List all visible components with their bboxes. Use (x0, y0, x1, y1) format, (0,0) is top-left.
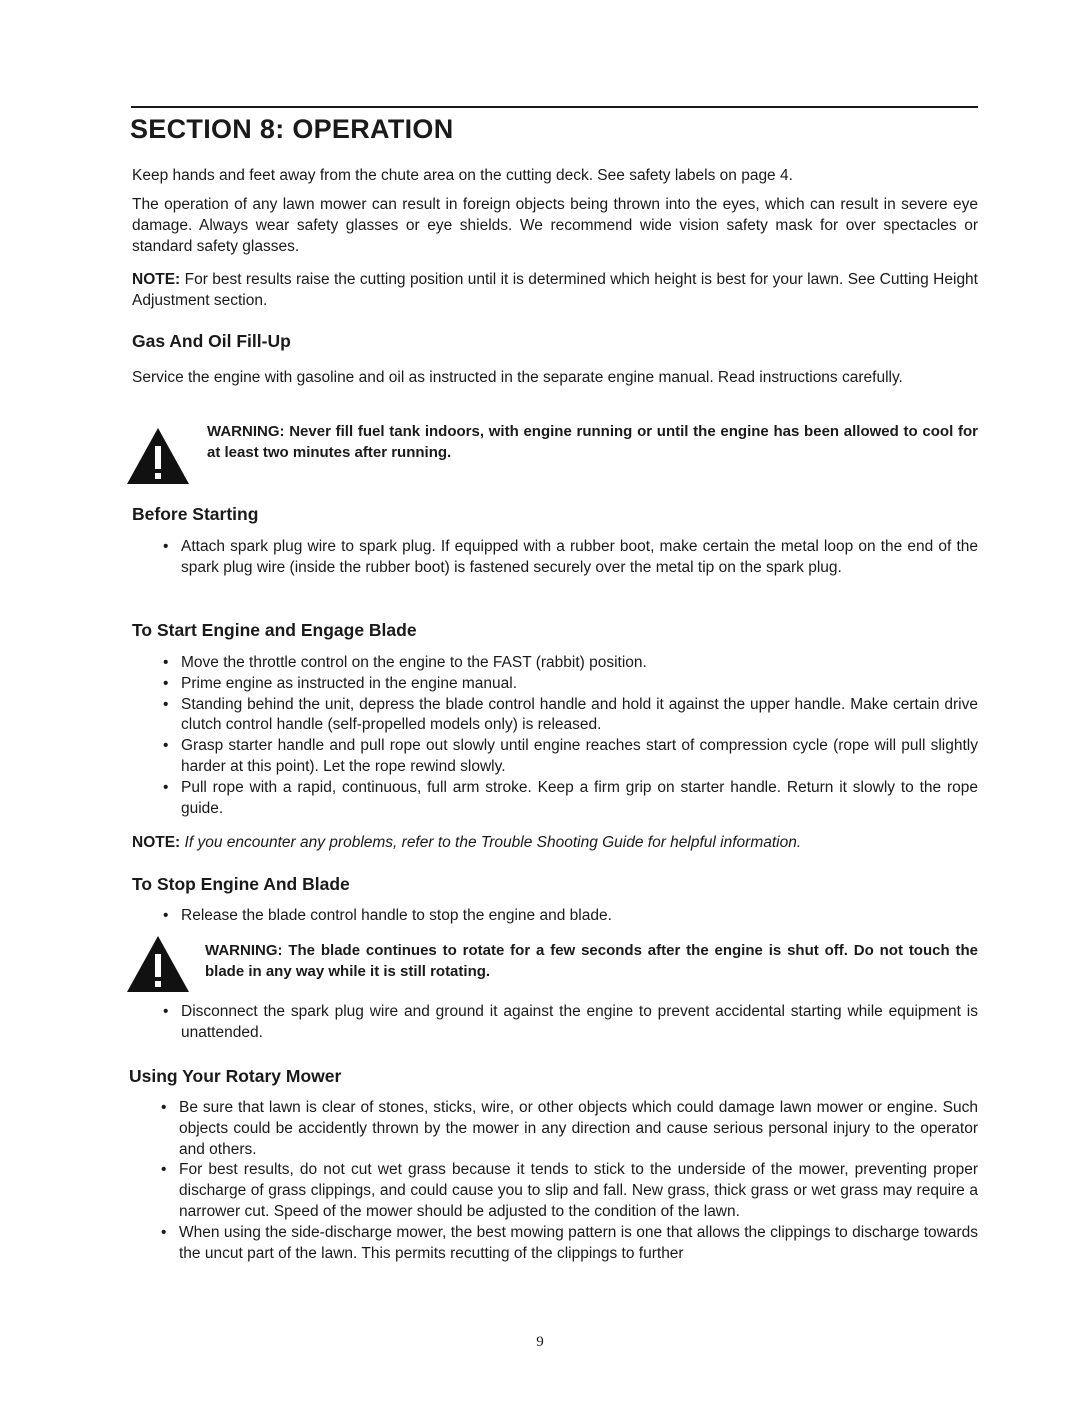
stop-engine-list-2 (163, 1002, 978, 1044)
bullet-dot: • (163, 695, 169, 713)
list-item (163, 736, 978, 778)
list-item-text: Release the blade control handle to stop the engine and blade. (181, 907, 612, 924)
note-label: NOTE: (132, 834, 181, 851)
bullet-dot: • (161, 1161, 167, 1179)
warning-triangle-icon (125, 426, 191, 486)
gas-oil-paragraph: Service the engine with gasoline and oil as instructed in the separate engine manual. Read instructions carefully. (132, 369, 903, 386)
list-item (161, 1098, 978, 1160)
list-item (161, 1223, 978, 1265)
list-item (163, 1002, 978, 1044)
gas-oil-warning: WARNING: Never fill fuel tank indoors, with engine running or until the engine has been allowed to cool for at least two minutes after running. (207, 423, 978, 461)
list-item-text: When using the side-discharge mower, the best mowing pattern is one that allows the clippings to discharge towards the uncut part of the lawn. This permits recutting of the clippings to further (179, 1223, 978, 1262)
bullet-dot: • (161, 1223, 167, 1241)
list-item-text: Pull rope with a rapid, continuous, full arm stroke. Keep a firm grip on starter handle. Return it slowly to the rope guide. (181, 778, 978, 817)
list-item-text: For best results, do not cut wet grass because it tends to stick to the underside of the mower, preventing proper discharge of grass clippings, and could cause you to slip and fall. New grass, thick grass or wet grass may require a narrower cut. Speed of the mower should be adjusted to the condition of the lawn. (179, 1161, 978, 1220)
list-item-text: Be sure that lawn is clear of stones, sticks, wire, or other objects which could damage lawn mower or engine. Such objects could be accidently thrown by the mower in any direction and cause serious personal injury to the operator and others. (179, 1099, 978, 1158)
warning-triangle-icon (125, 934, 191, 994)
heading-stop-engine: To Stop Engine And Blade (132, 874, 350, 894)
list-item (163, 695, 978, 737)
stop-engine-list-1 (163, 906, 978, 927)
list-item (163, 778, 978, 820)
list-item (163, 674, 978, 695)
bullet-dot: • (163, 778, 169, 796)
bullet-dot: • (163, 737, 169, 755)
list-item (163, 537, 978, 579)
list-item-text: Attach spark plug wire to spark plug. If equipped with a rubber boot, make certain the metal loop on the end of the spark plug wire (inside the rubber boot) is fastened securely over the metal tip on the spark plug. (181, 538, 978, 576)
list-item-text: Prime engine as instructed in the engine manual. (181, 674, 518, 692)
start-engine-list (163, 653, 978, 819)
list-item-text: Disconnect the spark plug wire and ground it against the engine to prevent accidental starting while equipment is unattended. (181, 1003, 978, 1041)
bullet-dot: • (163, 538, 169, 555)
intro-paragraph-1: Keep hands and feet away from the chute area on the cutting deck. See safety labels on page 4. (132, 167, 793, 184)
heading-rotary-mower: Using Your Rotary Mower (129, 1066, 342, 1086)
note-text: If you encounter any problems, refer to the Trouble Shooting Guide for helpful information. (184, 834, 802, 851)
before-starting-list (163, 537, 978, 579)
list-item-text: Move the throttle control on the engine to the FAST (rabbit) position. (181, 654, 647, 671)
bullet-dot: • (163, 907, 169, 924)
section-title: SECTION 8: OPERATION (130, 114, 454, 144)
bullet-dot: • (163, 674, 169, 692)
header-rule (131, 106, 978, 108)
start-engine-note (132, 833, 978, 854)
page-number: 9 (536, 1334, 544, 1350)
list-item (161, 1160, 978, 1222)
note-label: NOTE: (132, 271, 181, 288)
list-item-text: Standing behind the unit, depress the blade control handle and hold it against the upper handle. Make certain drive clutch control handle (self-propelled models only) is released. (181, 695, 978, 734)
bullet-dot: • (163, 654, 169, 671)
heading-gas-oil: Gas And Oil Fill-Up (132, 331, 291, 351)
heading-start-engine: To Start Engine and Engage Blade (132, 620, 417, 640)
bullet-dot: • (161, 1099, 167, 1116)
heading-before-starting: Before Starting (132, 504, 259, 524)
intro-paragraph-2: The operation of any lawn mower can result in foreign objects being thrown into the eyes, which can result in severe eye damage. Always wear safety glasses or eye shields. We recommend wide vision safety mask for over spectacles or standard safety glasses. (132, 196, 978, 255)
list-item-text: Grasp starter handle and pull rope out slowly until engine reaches start of compression cycle (rope will pull slightly harder at this point). Let the rope rewind slowly. (181, 737, 978, 775)
list-item (163, 653, 978, 674)
intro-note (132, 270, 978, 312)
rotary-mower-list (161, 1098, 978, 1264)
note-text: For best results raise the cutting position until it is determined which height is best for your lawn. See Cutting Height Adjustment section. (132, 271, 978, 309)
bullet-dot: • (163, 1003, 169, 1020)
stop-engine-warning: WARNING: The blade continues to rotate for a few seconds after the engine is shut off. Do not touch the blade in any way while it is still rotating. (205, 942, 978, 980)
list-item (163, 906, 978, 927)
